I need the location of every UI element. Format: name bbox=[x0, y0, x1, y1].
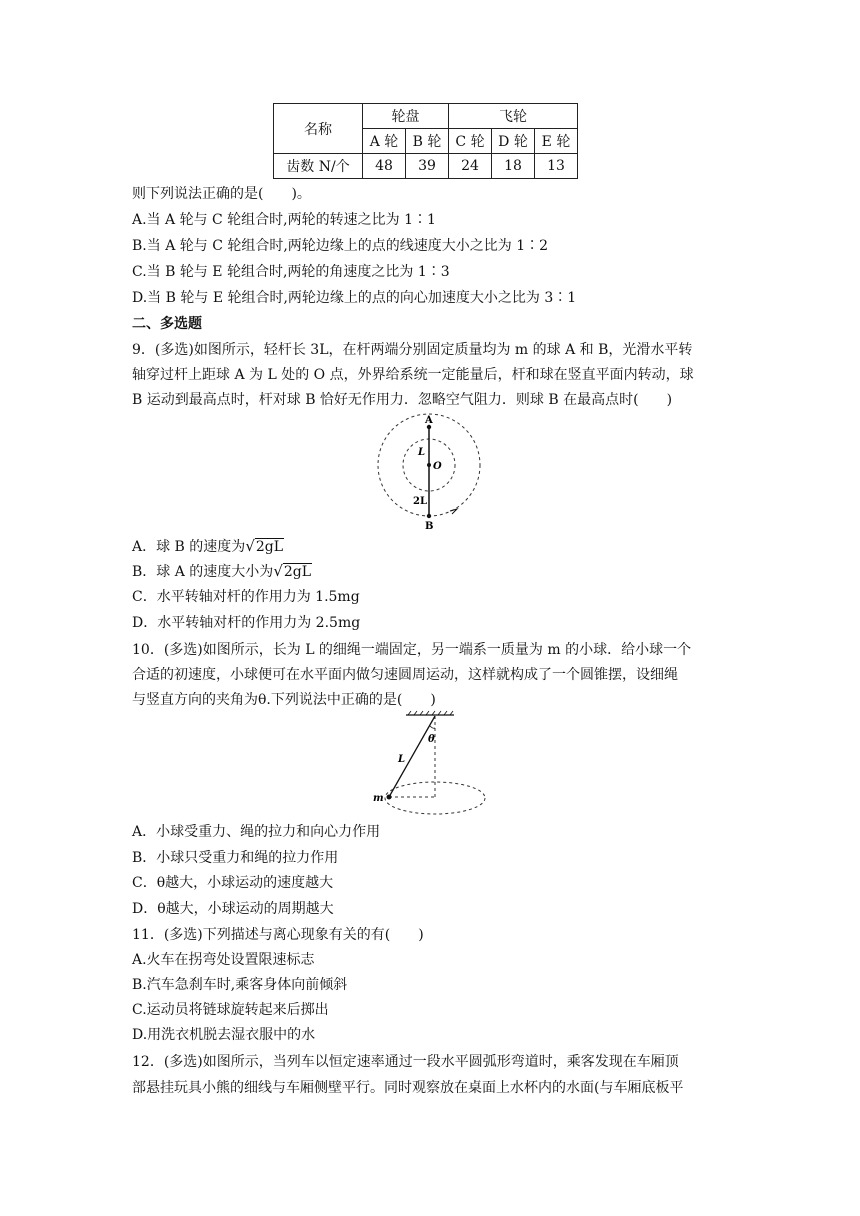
q9-rotating-rod-figure bbox=[370, 412, 490, 534]
table-cell: 18 bbox=[492, 154, 535, 179]
radicand: 2gL bbox=[283, 564, 312, 580]
q9-option-d: D．水平转轴对杆的作用力为 2.5mg bbox=[132, 615, 361, 631]
q10-line-1: 10．(多选)如图所示，长为 L 的细绳一端固定，另一端系一质量为 m 的小球．给小球一个 bbox=[132, 642, 692, 658]
q9-line-2: 轴穿过杆上距球 A 为 L 处的 O 点，外界给系统一定能量后，杆和球在竖直平面内转动，球 bbox=[132, 367, 694, 383]
label-2l: 2L bbox=[413, 496, 427, 507]
q10-option-d: D．θ越大，小球运动的周期越大 bbox=[132, 901, 334, 917]
q8-option-c: C.当 B 轮与 E 轮组合时,两轮的角速度之比为 1∶3 bbox=[132, 264, 450, 280]
q10-conical-pendulum-figure bbox=[370, 710, 490, 820]
table-cell: 39 bbox=[406, 154, 449, 179]
table-header-chainring: 轮盘 bbox=[363, 104, 449, 129]
q10-line-2: 合适的初速度，小球便可在水平面内做匀速圆周运动，这样就构成了一个圆锥摆，设细绳 bbox=[132, 667, 678, 683]
label-theta: θ bbox=[428, 734, 435, 745]
gear-teeth-table bbox=[273, 103, 578, 179]
q8-stem: 则下列说法正确的是( )。 bbox=[132, 186, 311, 202]
table-cell: 24 bbox=[449, 154, 492, 179]
table-cell: 48 bbox=[363, 154, 406, 179]
q12-line-1: 12．(多选)如图所示，当列车以恒定速率通过一段水平圆弧形弯道时，乘客发现在车厢顶 bbox=[132, 1054, 679, 1070]
table-header-d: D 轮 bbox=[492, 129, 535, 154]
q10-line-3: 与竖直方向的夹角为θ.下列说法中正确的是( ) bbox=[132, 692, 436, 708]
q11-option-c: C.运动员将链球旋转起来后掷出 bbox=[132, 1002, 329, 1018]
q9-line-3: B 运动到最高点时，杆对球 B 恰好无作用力．忽略空气阻力．则球 B 在最高点时( ) bbox=[132, 392, 673, 408]
table-header-name: 名称 bbox=[274, 104, 363, 154]
q10-option-c: C．θ越大，小球运动的速度越大 bbox=[132, 875, 334, 891]
q12-line-2: 部悬挂玩具小熊的细线与车厢侧壁平行。同时观察放在桌面上水杯内的水面(与车厢底板平 bbox=[132, 1080, 684, 1096]
label-l: L bbox=[418, 447, 426, 458]
q9-option-c: C．水平转轴对杆的作用力为 1.5mg bbox=[132, 589, 360, 605]
q9-line-1: 9．(多选)如图所示，轻杆长 3L，在杆两端分别固定质量均为 m 的球 A 和 B，光滑水平转 bbox=[132, 342, 693, 358]
q11-option-a: A.火车在拐弯处设置限速标志 bbox=[132, 952, 315, 968]
table-header-flywheel: 飞轮 bbox=[449, 104, 578, 129]
q8-option-a: A.当 A 轮与 C 轮组合时,两轮的转速之比为 1∶1 bbox=[132, 212, 436, 228]
q10-option-b: B．小球只受重力和绳的拉力作用 bbox=[132, 850, 339, 866]
string bbox=[389, 716, 435, 797]
ball bbox=[387, 795, 392, 800]
label-a: A bbox=[425, 415, 433, 426]
q9-option-a: A．球 B 的速度为√2gL bbox=[132, 537, 284, 555]
label-o: O bbox=[433, 461, 442, 472]
table-header-c: C 轮 bbox=[449, 129, 492, 154]
table-row-label: 齿数 N/个 bbox=[274, 154, 363, 179]
ball-b bbox=[427, 514, 431, 518]
radicand: 2gL bbox=[255, 539, 284, 555]
q10-option-a: A．小球受重力、绳的拉力和向心力作用 bbox=[132, 824, 381, 840]
table-header-a: A 轮 bbox=[363, 129, 406, 154]
section-title: 二、多选题 bbox=[132, 316, 202, 332]
q8-option-d: D.当 B 轮与 E 轮组合时,两轮边缘上的点的向心加速度大小之比为 3∶1 bbox=[132, 290, 577, 306]
label-m: m bbox=[373, 793, 384, 804]
label-b: B bbox=[425, 521, 434, 532]
label-l: L bbox=[398, 754, 406, 765]
table-header-b: B 轮 bbox=[406, 129, 449, 154]
circular-path bbox=[385, 782, 485, 814]
rotation-arrow-icon bbox=[450, 509, 457, 514]
table-header-e: E 轮 bbox=[535, 129, 578, 154]
angle-arc bbox=[430, 726, 435, 728]
q11-option-d: D.用洗衣机脱去湿衣服中的水 bbox=[132, 1027, 316, 1043]
q11-stem: 11．(多选)下列描述与离心现象有关的有( ) bbox=[132, 927, 424, 943]
table-cell: 13 bbox=[535, 154, 578, 179]
q9-option-b: B．球 A 的速度大小为√2gL bbox=[132, 562, 312, 580]
q11-option-b: B.汽车急刹车时,乘客身体向前倾斜 bbox=[132, 977, 348, 993]
q8-option-b: B.当 A 轮与 C 轮组合时,两轮边缘上的点的线速度大小之比为 1∶2 bbox=[132, 238, 549, 254]
pivot-o bbox=[427, 463, 431, 467]
